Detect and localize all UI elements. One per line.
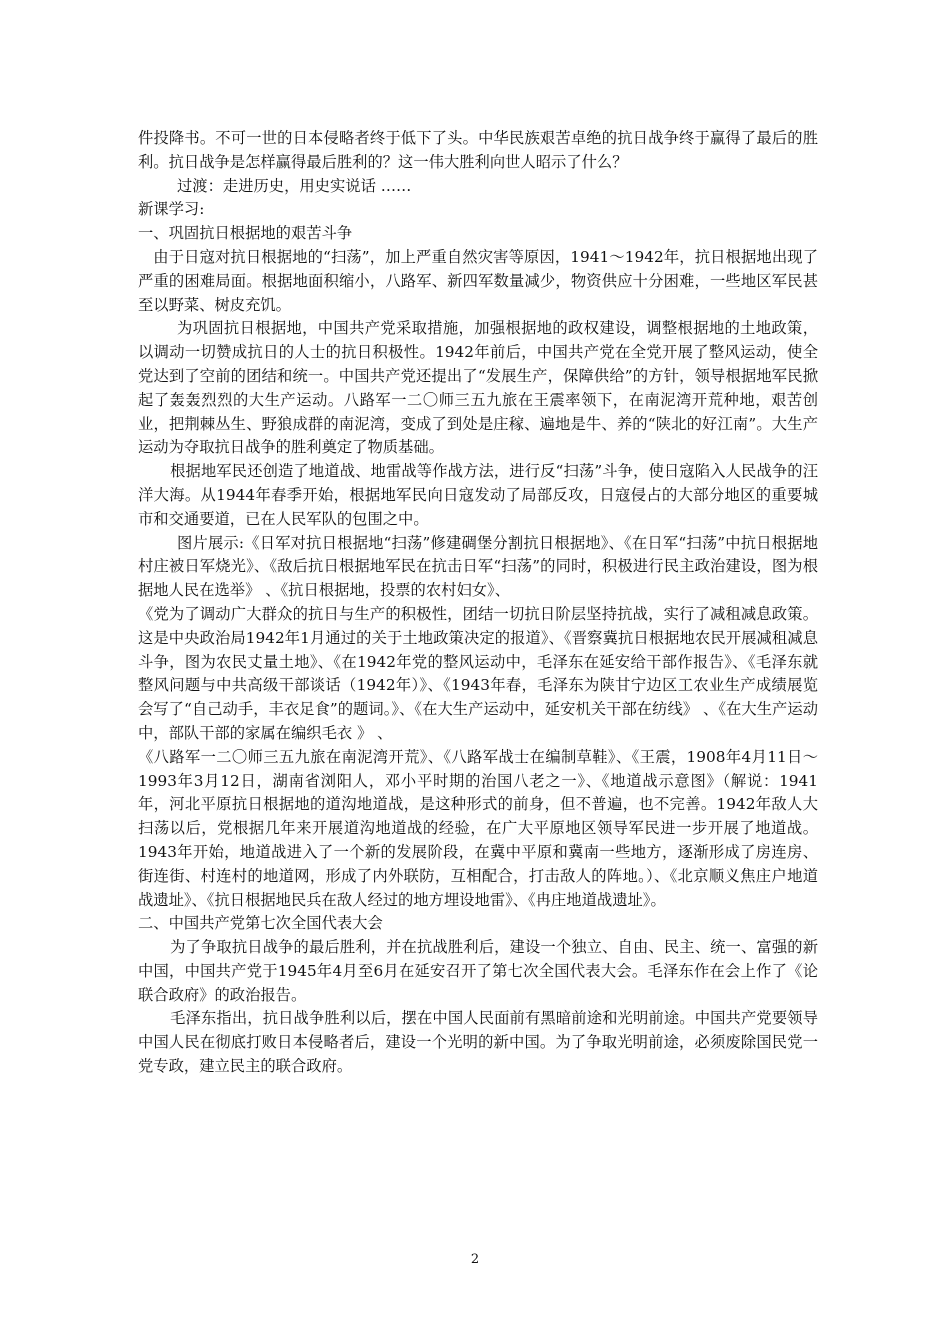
new-lesson-heading: 新课学习: (138, 200, 205, 219)
body-paragraph: 毛泽东指出，抗日战争胜利以后，摆在中国人民面前有黑暗前途和光明前途。中国共产党要领导中国人民在彻底打败日本侵略者后，建设一个光明的新中国。为了争取光明前途，必须废除国民党一党专政，建立民主的联合政府。 (138, 1009, 818, 1076)
picture-list-paragraph: 图片展示:《日军对抗日根据地“扫荡”修建碉堡分割抗日根据地》、《在日军“扫荡”中抗日根据地村庄被日军烧光》、《敌后抗日根据地军民在抗击日军“扫荡”的同时，积极进行民主政治建设，图为根据地人民在选举》 、《抗日根据地，投票的农村妇女》、 (138, 533, 818, 600)
transition-line: 过渡：走进历史，用史实说话 …… (177, 176, 412, 195)
body-paragraph: 由于日寇对抗日根据地的“扫荡”，加上严重自然灾害等原因，1941～1942年，抗日根据地出现了严重的困难局面。根据地面积缩小，八路军、新四军数量减少，物资供应十分困难，一些地区军民甚至以野菜、树皮充饥。 (138, 247, 818, 314)
picture-list-paragraph: 《党为了调动广大群众的抗日与生产的积极性，团结一切抗日阶层坚持抗战，实行了减租减息政策。这是中央政治局1942年1月通过的关于土地政策决定的报道》、《晋察冀抗日根据地农民开展减租减息斗争，图为农民丈量土地》、《在1942年党的整风运动中，毛泽东在延安给干部作报告》、《毛泽东就整风问题与中共高级干部谈话（1942年）》、《1943年春，毛泽东为陕甘宁边区工农业生产成绩展览会写了“自己动手，丰衣足食”的题词。》、《在大生产运动中，延安机关干部在纺线》 、《在大生产运动中，部队干部的家属在编织毛衣 》 、 (138, 604, 818, 742)
section-2-heading: 二、中国共产党第七次全国代表大会 (138, 914, 383, 933)
body-paragraph: 为巩固抗日根据地，中国共产党采取措施，加强根据地的政权建设，调整根据地的土地政策，以调动一切赞成抗日的人士的抗日积极性。1942年前后，中国共产党在全党开展了整风运动，使全党达到了空前的团结和统一。中国共产党还提出了“发展生产，保障供给”的方针，领导根据地军民掀起了轰轰烈烈的大生产运动。八路军一二〇师三五九旅在王震率领下，在南泥湾开荒种地，艰苦创业，把荆棘丛生、野狼成群的南泥湾，变成了到处是庄稼、遍地是牛、养的“陕北的好江南”。大生产运动为夺取抗日战争的胜利奠定了物质基础。 (138, 319, 818, 457)
section-1-heading: 一、巩固抗日根据地的艰苦斗争 (138, 224, 353, 243)
body-paragraph: 为了争取抗日战争的最后胜利，并在抗战胜利后，建设一个独立、自由、民主、统一、富强的新中国，中国共产党于1945年4月至6月在延安召开了第七次全国代表大会。毛泽东作在会上作了《论联合政府》的政治报告。 (138, 938, 818, 1004)
body-paragraph: 根据地军民还创造了地道战、地雷战等作战方法，进行反“扫荡”斗争，使日寇陷入人民战争的汪洋大海。从1944年春季开始，根据地军民向日寇发动了局部反攻，日寇侵占的大部分地区的重要城市和交通要道，已在人民军队的包围之中。 (138, 462, 818, 528)
intro-paragraph: 件投降书。不可一世的日本侵略者终于低下了头。中华民族艰苦卓绝的抗日战争终于赢得了最后的胜利。抗日战争是怎样赢得最后胜利的？这一伟大胜利向世人昭示了什么？ (138, 129, 818, 171)
page-number: 2 (470, 1252, 480, 1267)
picture-list-paragraph: 《八路军一二〇师三五九旅在南泥湾开荒》、《八路军战士在编制草鞋》、《王震，1908年4月11日～1993年3月12日，湖南省浏阳人，邓小平时期的治国八老之一》、《地道战示意图》（解说：1941年，河北平原抗日根据地的道沟地道战，是这种形式的前身，但不普遍，也不完善。1942年敌人大扫荡以后，党根据几年来开展道沟地道战的经验，在广大平原地区领导军民进一步开展了地道战。1943年开始，地道战进入了一个新的发展阶段，在冀中平原和冀南一些地方，逐渐形成了房连房、街连街、村连村的地道网，形成了内外联防，互相配合，打击敌人的阵地。）、《北京顺义焦庄户地道战遗址》、《抗日根据地民兵在敌人经过的地方埋设地雷》、《冉庄地道战遗址》。 (138, 747, 818, 909)
document-body (138, 127, 818, 1079)
